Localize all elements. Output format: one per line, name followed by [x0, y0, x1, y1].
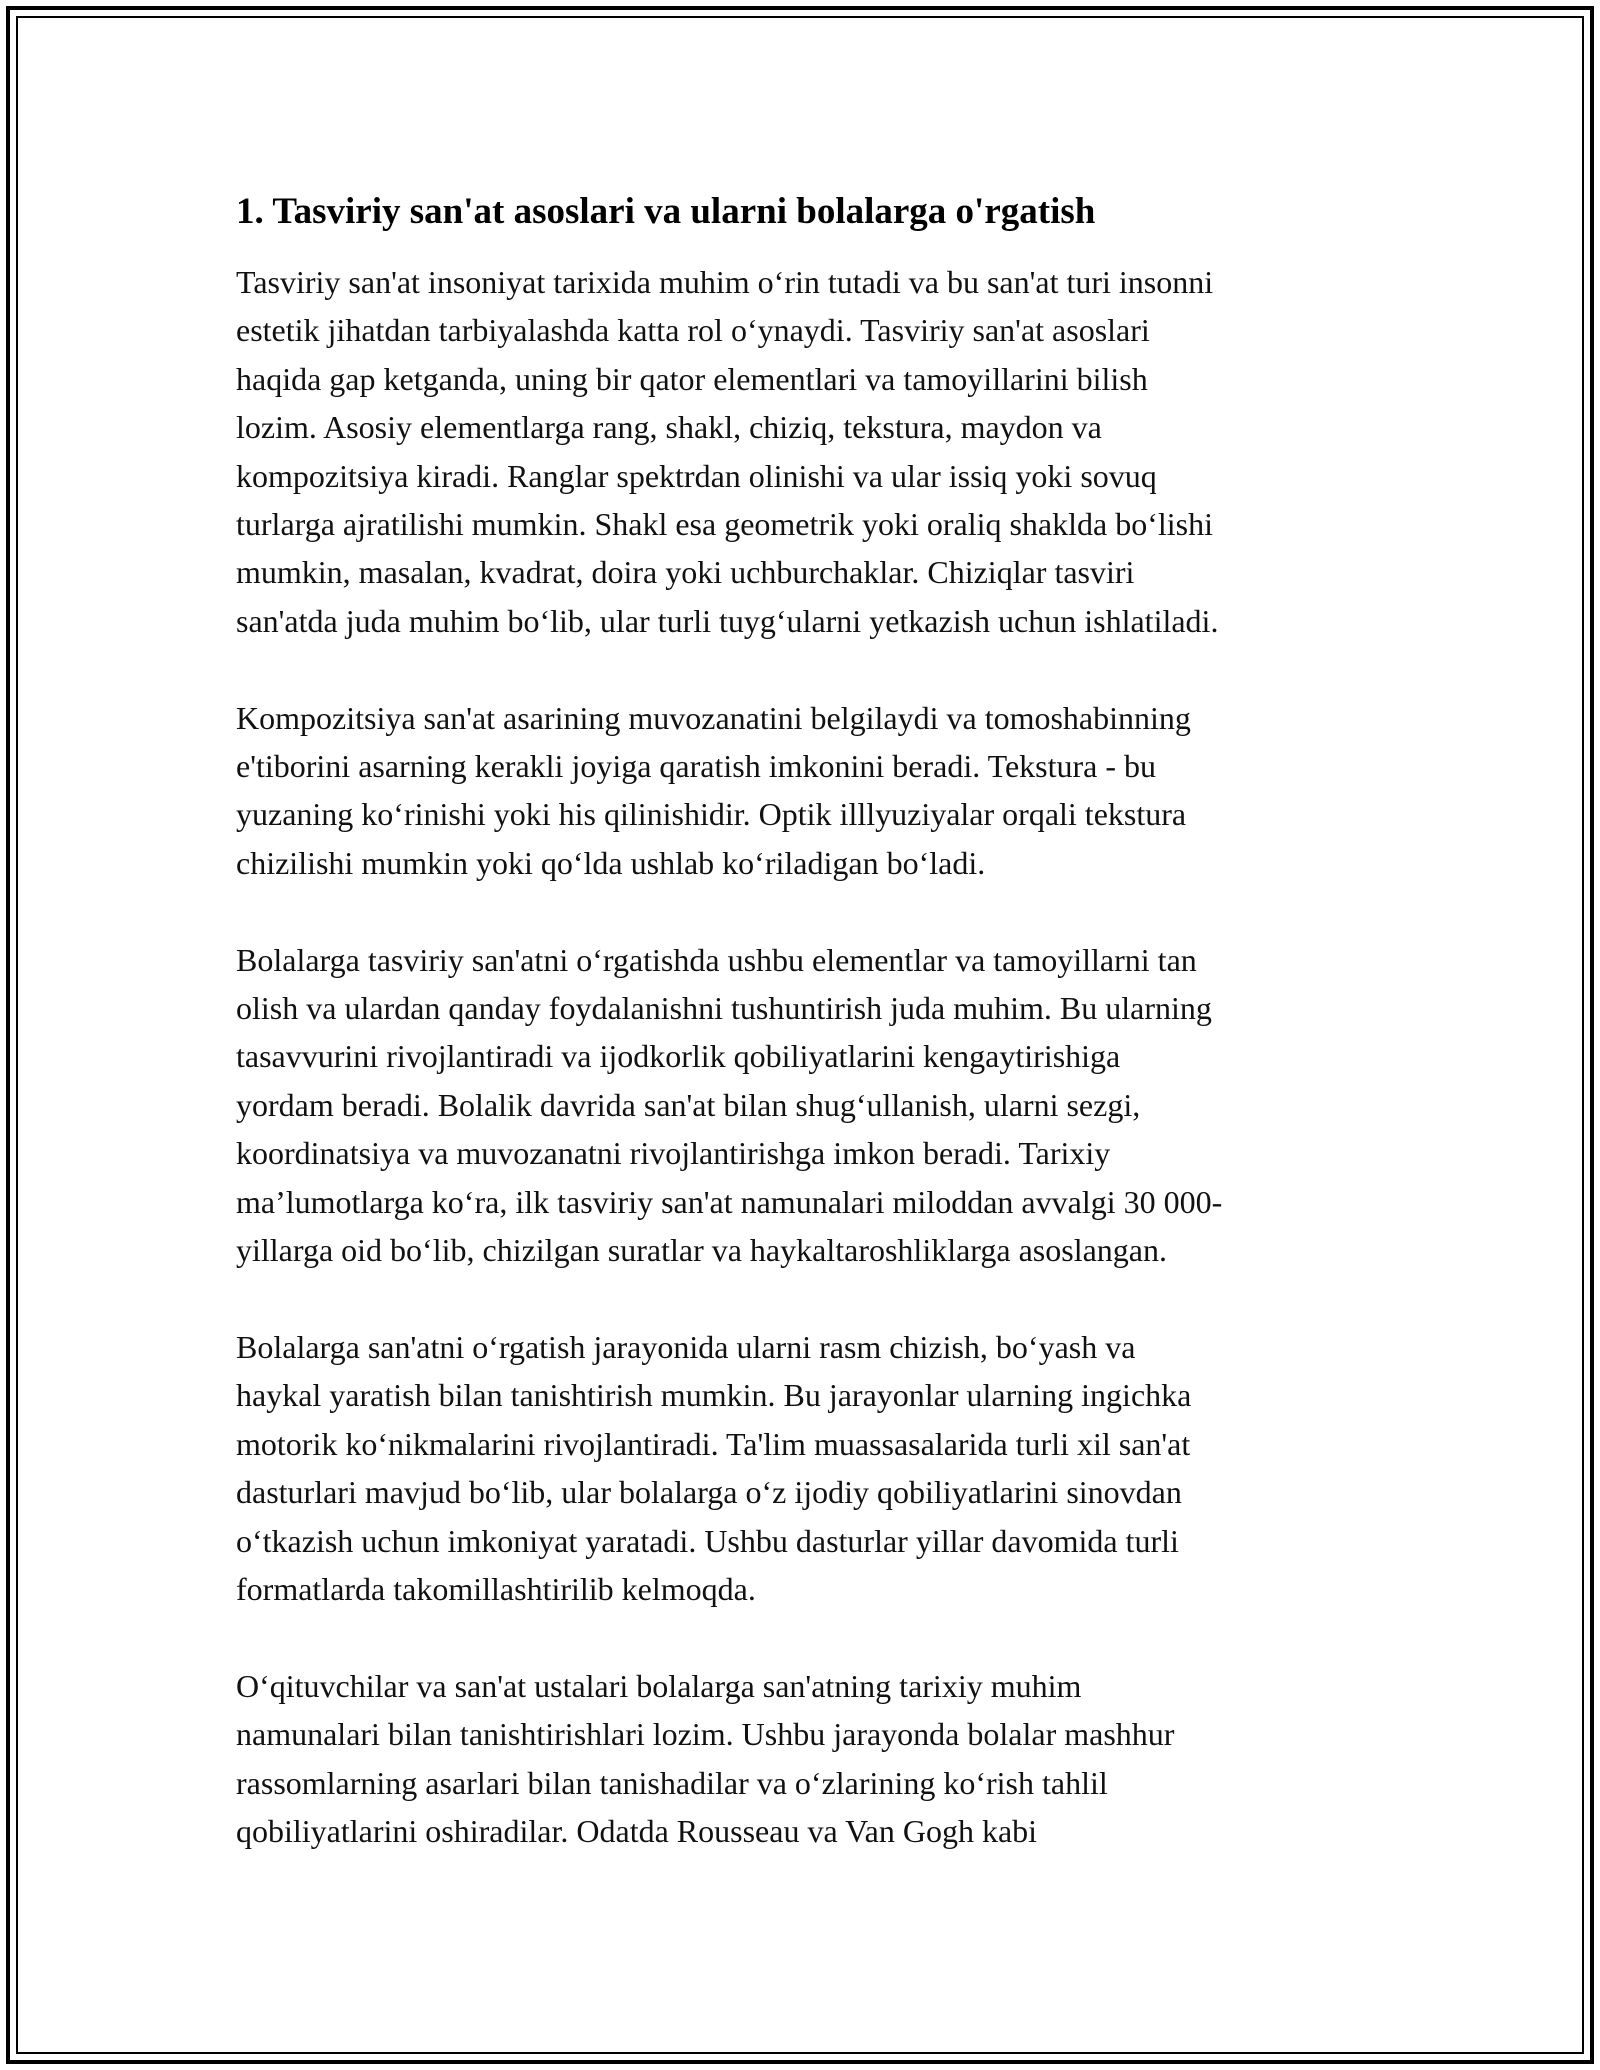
- paragraph-line: olish va ulardan qanday foydalanishni tushuntirish juda muhim. Bu ularning: [236, 990, 1212, 1027]
- document-body: [236, 188, 1376, 1855]
- paragraph-line: koordinatsiya va muvozanatni rivojlantirishga imkon beradi. Tarixiy: [236, 1135, 1111, 1172]
- paragraph-line: Kompozitsiya san'at asarining muvozanatini belgilaydi va tomoshabinning: [236, 699, 1191, 736]
- section-heading: 1. Tasviriy san'at asoslari va ularni bolalarga o'rgatish: [236, 191, 1096, 232]
- paragraph-line: formatlarda takomillashtirilib kelmoqda.: [236, 1570, 756, 1607]
- paragraph-line: dasturlari mavjud bo‘lib, ular bolalarga o‘z ijodiy qobiliyatlarini sinovdan: [236, 1474, 1182, 1511]
- paragraph-spacer: [236, 887, 1376, 935]
- paragraph-line: san'atda juda muhim bo‘lib, ular turli tuyg‘ularni yetkazish uchun ishlatiladi.: [236, 602, 1219, 639]
- paragraph-line: ma’lumotlarga ko‘ra, ilk tasviriy san'at namunalari miloddan avvalgi 30 000-: [236, 1183, 1223, 1220]
- paragraph-line: namunalari bilan tanishtirishlari lozim. Ushbu jarayonda bolalar mashhur: [236, 1716, 1175, 1753]
- paragraph-line: yuzaning ko‘rinishi yoki his qilinishidir. Optik illlyuziyalar orqali tekstura: [236, 796, 1187, 833]
- paragraph-line: lozim. Asosiy elementlarga rang, shakl, chiziq, tekstura, maydon va: [236, 409, 1102, 446]
- paragraph-list: [236, 258, 1376, 1855]
- paragraph-5: [236, 1662, 1376, 1856]
- paragraph-line: motorik ko‘nikmalarini rivojlantiradi. Ta'lim muassasalarida turli xil san'at: [236, 1425, 1191, 1462]
- paragraph-line: Tasviriy san'at insoniyat tarixida muhim o‘rin tutadi va bu san'at turi insonni: [236, 264, 1214, 300]
- paragraph-4: [236, 1323, 1376, 1613]
- paragraph-line: yillarga oid bo‘lib, chizilgan suratlar va haykaltaroshliklarga asoslangan.: [236, 1232, 1167, 1269]
- paragraph-line: haqida gap ketganda, uning bir qator elementlari va tamoyillarini bilish: [236, 360, 1148, 397]
- paragraph-line: qobiliyatlarini oshiradilar. Odatda Rousseau va Van Gogh kabi: [236, 1812, 1038, 1849]
- paragraph-spacer: [236, 1275, 1376, 1323]
- paragraph-line: chizilishi mumkin yoki qo‘lda ushlab ko‘riladigan bo‘ladi.: [236, 844, 986, 881]
- paragraph-line: kompozitsiya kiradi. Ranglar spektrdan olinishi va ular issiq yoki sovuq: [236, 457, 1157, 494]
- paragraph-line: o‘tkazish uchun imkoniyat yaratadi. Ushbu dasturlar yillar davomida turli: [236, 1522, 1179, 1559]
- paragraph-line: estetik jihatdan tarbiyalashda katta rol o‘ynaydi. Tasviriy san'at asoslari: [236, 312, 1150, 349]
- paragraph-line: mumkin, masalan, kvadrat, doira yoki uchburchaklar. Chiziqlar tasviri: [236, 554, 1135, 591]
- paragraph-line: turlarga ajratilishi mumkin. Shakl esa geometrik yoki oraliq shaklda bo‘lishi: [236, 506, 1213, 543]
- paragraph-line: haykal yaratish bilan tanishtirish mumkin. Bu jarayonlar ularning ingichka: [236, 1377, 1192, 1414]
- paragraph-line: rassomlarning asarlari bilan tanishadilar va o‘zlarining ko‘rish tahlil: [236, 1764, 1108, 1801]
- paragraph-1: [236, 258, 1376, 645]
- paragraph-spacer: [236, 1613, 1376, 1661]
- paragraph-line: e'tiborini asarning kerakli joyiga qaratish imkonini beradi. Tekstura - bu: [236, 748, 1157, 785]
- paragraph-spacer: [236, 645, 1376, 693]
- paragraph-line: Bolalarga san'atni o‘rgatish jarayonida ularni rasm chizish, bo‘yash va: [236, 1328, 1136, 1365]
- paragraph-line: yordam beradi. Bolalik davrida san'at bilan shug‘ullanish, ularni sezgi,: [236, 1086, 1141, 1123]
- paragraph-line: O‘qituvchilar va san'at ustalari bolalarga san'atning tarixiy muhim: [236, 1667, 1082, 1704]
- paragraph-3: [236, 936, 1376, 1275]
- paragraph-2: [236, 694, 1376, 888]
- paragraph-line: tasavvurini rivojlantiradi va ijodkorlik qobiliyatlarini kengaytirishiga: [236, 1038, 1121, 1075]
- paragraph-line: Bolalarga tasviriy san'atni o‘rgatishda ushbu elementlar va tamoyillarni tan: [236, 941, 1197, 978]
